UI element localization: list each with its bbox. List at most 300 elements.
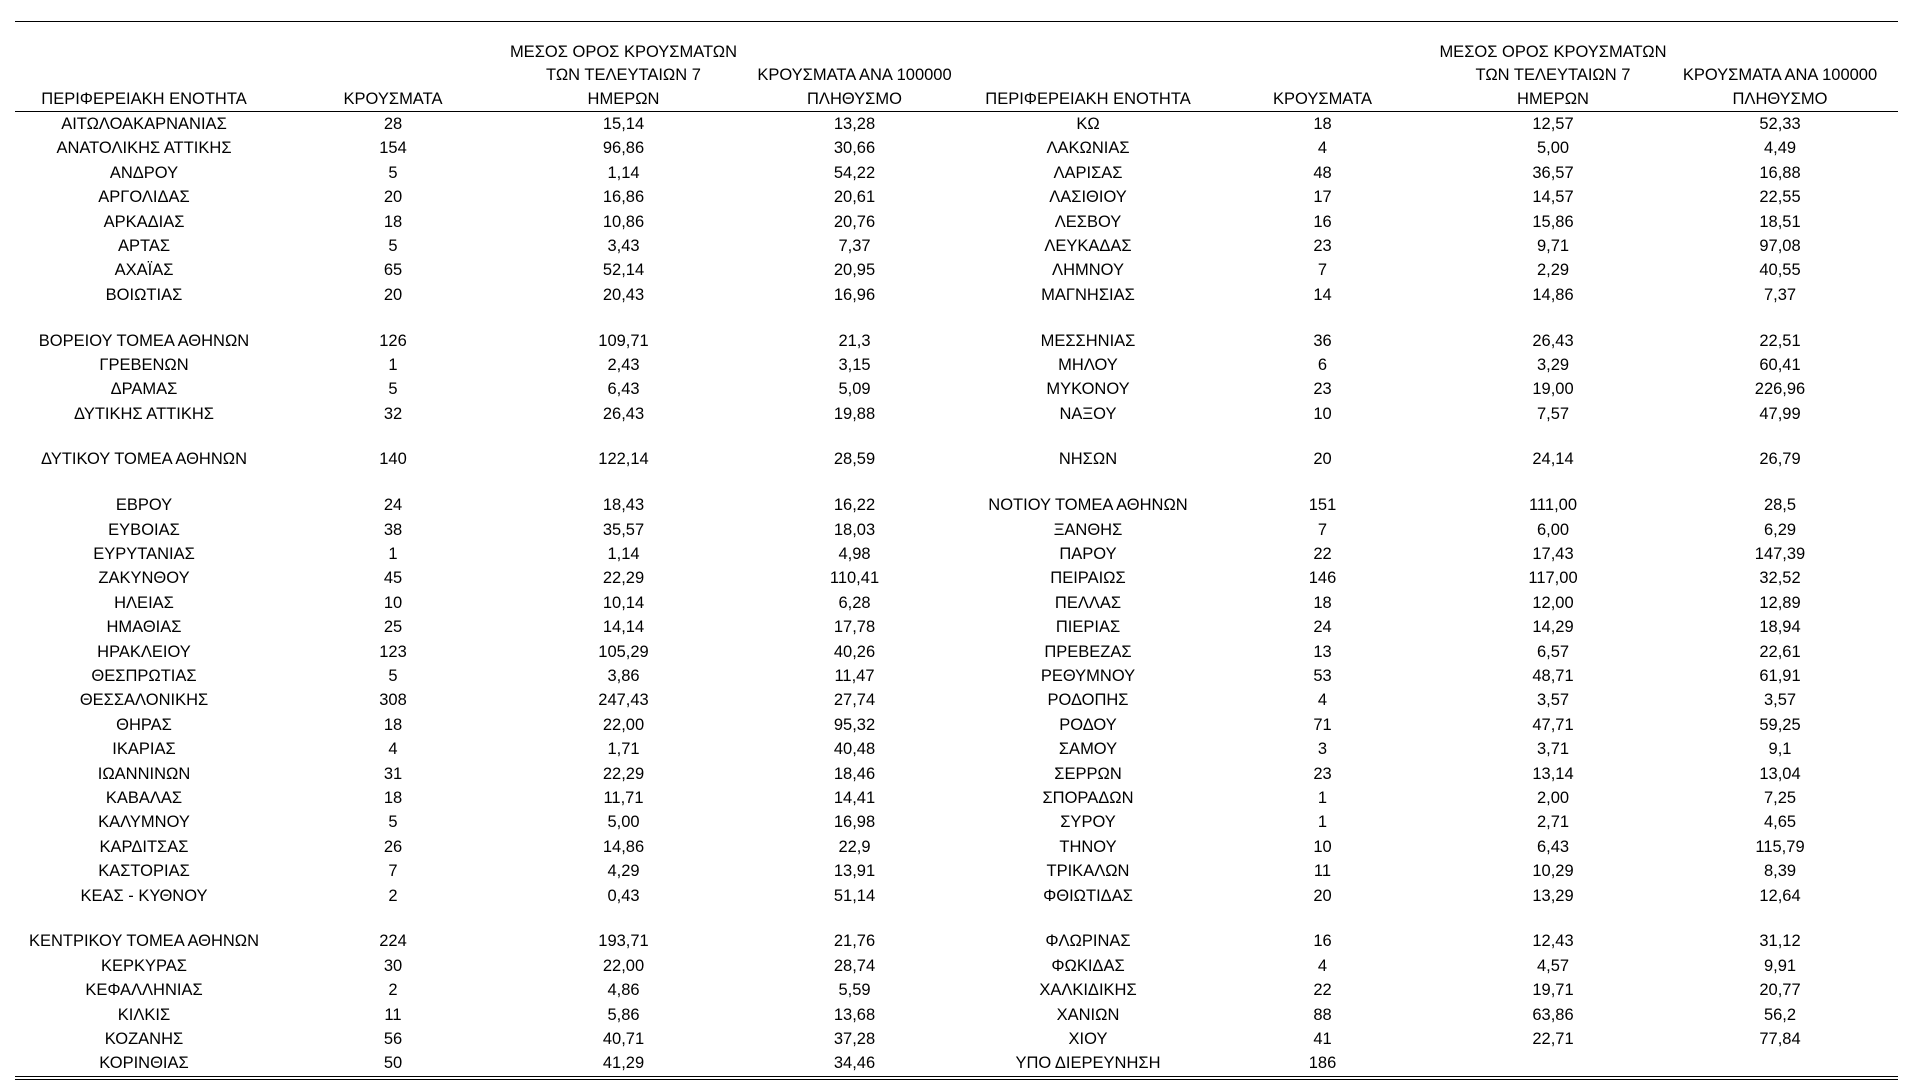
left-cases-per-100k: 28,59: [833, 450, 876, 469]
right-cases-count: 88: [1313, 1005, 1332, 1024]
left-avg-7-day-cases: 16,86: [602, 188, 645, 207]
right-avg-7-day-cases: 14,86: [1532, 285, 1574, 304]
left-cases-count: 50: [273, 1051, 513, 1077]
left-region-name: ΒΟΙΩΤΙΑΣ: [105, 285, 183, 304]
right-cases-per-100k: [1662, 1051, 1898, 1077]
right-cases-count: 48: [1313, 163, 1332, 182]
left-region-name: ΗΛΕΙΑΣ: [114, 593, 174, 612]
left-region-name: ΗΜΑΘΙΑΣ: [106, 618, 182, 637]
right-cases-per-100k: 7,25: [1763, 789, 1797, 807]
right-cases-per-100k: 4,65: [1763, 813, 1797, 832]
right-avg-7-day-cases: 24,14: [1532, 450, 1574, 469]
left-cases-count: 5: [388, 163, 398, 182]
table-row: [15, 161, 1898, 185]
left-cases-per-100k: 13,68: [833, 1005, 876, 1024]
right-cases-per-100k: 22,55: [1759, 188, 1801, 207]
right-cases-per-100k: 60,41: [1759, 355, 1801, 374]
right-cases-per-100k: 28,5: [1763, 496, 1797, 515]
right-region-name: ΤΗΝΟΥ: [1059, 837, 1117, 856]
right-cases-per-100k: 40,55: [1759, 261, 1801, 280]
table-row: [15, 591, 1898, 615]
right-cases-count: 10: [1313, 837, 1332, 856]
right-cases-count: 16: [1313, 932, 1332, 951]
right-cases-count: 22: [1313, 544, 1332, 563]
table-header: [15, 22, 1898, 112]
table-row: [15, 112, 1898, 137]
table-row: [15, 664, 1898, 688]
left-cases-count: 45: [383, 569, 403, 588]
right-cases-per-100k: 147,39: [1754, 544, 1806, 563]
table-row: [15, 566, 1898, 590]
right-cases-count: 24: [1313, 618, 1332, 637]
right-cases-per-100k: 22,61: [1759, 642, 1801, 661]
right-cases-count: 41: [1313, 1029, 1332, 1048]
left-cases-per-100k: 13,28: [833, 115, 876, 133]
left-cases-per-100k: 30,66: [833, 139, 876, 158]
right-cases-count: 23: [1313, 764, 1332, 783]
left-cases-count: 24: [383, 496, 403, 515]
header-per100k-left: [734, 22, 975, 112]
left-cases-per-100k: 20,76: [833, 212, 876, 231]
left-region-name: ΑΧΑΪΑΣ: [114, 261, 174, 280]
right-cases-per-100k: 18,94: [1759, 618, 1801, 637]
header-label-line: ΚΡΟΥΣΜΑΤΑ ΑΝΑ 100000: [1682, 66, 1878, 84]
left-avg-7-day-cases: 41,29: [513, 1051, 734, 1077]
right-region-name: ΠΕΙΡΑΙΩΣ: [1050, 569, 1126, 588]
right-avg-7-day-cases: 10,29: [1532, 862, 1574, 881]
table-body: [15, 112, 1898, 1078]
right-region-name: ΣΕΡΡΩΝ: [1054, 764, 1122, 783]
right-region-name: ΣΥΡΟΥ: [1060, 813, 1116, 832]
header-label-line: ΗΜΕΡΩΝ: [587, 89, 660, 108]
right-cases-per-100k: 56,2: [1763, 1005, 1797, 1024]
right-cases-count: 1: [1317, 813, 1328, 832]
right-cases-per-100k: 9,91: [1763, 956, 1797, 975]
right-avg-7-day-cases: 47,71: [1532, 715, 1574, 734]
left-cases-per-100k: 16,22: [833, 496, 876, 515]
right-cases-count: 10: [1313, 404, 1332, 423]
right-region-name: ΤΡΙΚΑΛΩΝ: [1046, 862, 1130, 881]
table-row: [15, 283, 1898, 307]
left-cases-count: 28: [383, 115, 403, 133]
table-row: [15, 688, 1898, 712]
left-cases-count: 31: [383, 764, 403, 783]
table-row: [15, 234, 1898, 258]
right-avg-7-day-cases: [1444, 1051, 1662, 1077]
right-avg-7-day-cases: 6,00: [1536, 520, 1570, 539]
left-cases-count: 26: [383, 837, 403, 856]
left-cases-count: 224: [379, 932, 407, 951]
left-avg-7-day-cases: 4,86: [607, 981, 640, 1000]
right-region-name: ΦΩΚΙΔΑΣ: [1051, 956, 1125, 975]
right-avg-7-day-cases: 111,00: [1528, 496, 1578, 515]
left-region-name: ΒΟΡΕΙΟΥ ΤΟΜΕΑ ΑΘΗΝΩΝ: [38, 331, 250, 350]
right-avg-7-day-cases: 63,86: [1532, 1005, 1574, 1024]
header-row: [15, 22, 1898, 112]
right-region-name: ΛΕΥΚΑΔΑΣ: [1044, 237, 1132, 256]
table-row: [15, 542, 1898, 566]
right-region-name: ΝΗΣΩΝ: [1058, 450, 1118, 469]
left-cases-per-100k: 110,41: [829, 569, 880, 588]
right-avg-7-day-cases: 22,71: [1532, 1029, 1574, 1048]
right-avg-7-day-cases: 14,57: [1532, 188, 1574, 207]
left-avg-7-day-cases: 122,14: [598, 450, 649, 469]
left-region-name: ΚΟΖΑΝΗΣ: [104, 1029, 184, 1048]
left-cases-count: 18: [383, 212, 403, 231]
right-avg-7-day-cases: 3,57: [1536, 691, 1570, 710]
left-cases-count: 32: [383, 404, 403, 423]
left-avg-7-day-cases: 22,00: [602, 715, 645, 734]
right-cases-per-100k: 12,64: [1759, 886, 1801, 905]
left-cases-count: 5: [388, 666, 398, 685]
header-label-line: ΠΛΗΘΥΣΜΟ: [807, 89, 902, 108]
table-row: [15, 884, 1898, 908]
right-region-name: ΥΠΟ ΔΙΕΡΕΥΝΗΣΗ: [975, 1051, 1201, 1077]
header-label-line: ΠΕΡΙΦΕΡΕΙΑΚΗ ΕΝΟΤΗΤΑ: [41, 89, 247, 108]
table-row: [15, 762, 1898, 786]
right-region-name: ΞΑΝΘΗΣ: [1053, 520, 1123, 539]
right-cases-count: 14: [1313, 285, 1332, 304]
right-region-name: ΧΑΛΚΙΔΙΚΗΣ: [1039, 981, 1137, 1000]
left-region-name: ΘΗΡΑΣ: [116, 715, 172, 734]
left-cases-count: 56: [383, 1029, 403, 1048]
left-avg-7-day-cases: 5,00: [607, 813, 640, 832]
table-row: [15, 737, 1898, 761]
right-region-name: ΦΘΙΩΤΙΔΑΣ: [1043, 886, 1133, 905]
left-cases-per-100k: 21,76: [833, 932, 876, 951]
left-region-name: ΖΑΚΥΝΘΟΥ: [98, 569, 190, 588]
left-region-name: ΙΚΑΡΙΑΣ: [112, 740, 176, 759]
left-cases-count: 20: [383, 188, 403, 207]
header-label-line: ΚΡΟΥΣΜΑΤΑ: [1273, 89, 1372, 108]
right-avg-7-day-cases: 6,43: [1536, 837, 1570, 856]
left-cases-per-100k: 7,37: [838, 237, 871, 256]
table-row: [15, 954, 1898, 978]
left-cases-per-100k: 4,98: [838, 544, 871, 563]
right-cases-count: 20: [1313, 450, 1332, 469]
header-label-line: ΤΩΝ ΤΕΛΕΥΤΑΙΩΝ 7: [1475, 66, 1631, 84]
right-avg-7-day-cases: 12,57: [1532, 115, 1574, 133]
left-cases-per-100k: 20,61: [833, 188, 876, 207]
left-avg-7-day-cases: 96,86: [602, 139, 645, 158]
table-row: [15, 859, 1898, 883]
right-avg-7-day-cases: 12,00: [1532, 593, 1574, 612]
table-row: [15, 978, 1898, 1002]
right-cases-per-100k: 226,96: [1754, 380, 1806, 399]
left-region-name: ΘΕΣΠΡΩΤΙΑΣ: [91, 666, 197, 685]
right-avg-7-day-cases: 19,00: [1532, 380, 1574, 399]
right-cases-per-100k: 77,84: [1759, 1029, 1801, 1048]
left-cases-per-100k: 6,28: [838, 593, 871, 612]
right-cases-per-100k: 47,99: [1759, 404, 1801, 423]
right-cases-per-100k: 7,37: [1763, 285, 1797, 304]
left-region-name: ΔΥΤΙΚΟΥ ΤΟΜΕΑ ΑΘΗΝΩΝ: [41, 450, 247, 469]
left-cases-per-100k: 51,14: [833, 886, 876, 905]
right-avg-7-day-cases: 2,71: [1536, 813, 1570, 832]
left-cases-per-100k: 19,88: [833, 404, 876, 423]
right-avg-7-day-cases: 7,57: [1536, 404, 1570, 423]
right-avg-7-day-cases: 12,43: [1532, 932, 1574, 951]
right-cases-count: 36: [1313, 331, 1332, 350]
table-row: [15, 472, 1898, 518]
left-cases-count: 154: [379, 139, 407, 158]
table-row: [15, 786, 1898, 810]
left-avg-7-day-cases: 1,14: [607, 544, 640, 563]
left-cases-per-100k: 3,15: [838, 355, 871, 374]
right-cases-count: 22: [1313, 981, 1332, 1000]
header-per100k-right: [1662, 22, 1898, 112]
right-avg-7-day-cases: 13,29: [1532, 886, 1574, 905]
left-cases-count: 5: [388, 380, 398, 399]
table-row: [15, 640, 1898, 664]
right-region-name: ΜΗΛΟΥ: [1058, 355, 1118, 374]
left-cases-count: 18: [383, 715, 403, 734]
right-cases-per-100k: 18,51: [1759, 212, 1801, 231]
left-avg-7-day-cases: 193,71: [598, 932, 649, 951]
right-region-name: ΠΡΕΒΕΖΑΣ: [1044, 642, 1132, 661]
table-row: [15, 185, 1898, 209]
right-avg-7-day-cases: 9,71: [1536, 237, 1570, 256]
right-cases-count: 13: [1313, 642, 1332, 661]
left-cases-count: 65: [383, 261, 403, 280]
left-cases-count: 5: [388, 237, 398, 256]
left-cases-per-100k: 14,41: [833, 789, 876, 807]
right-cases-count: 4: [1317, 139, 1328, 158]
right-cases-count: 16: [1313, 212, 1332, 231]
left-avg-7-day-cases: 105,29: [598, 642, 649, 661]
table-row: [15, 426, 1898, 472]
header-label-line: ΜΕΣΟΣ ΟΡΟΣ ΚΡΟΥΣΜΑΤΩΝ: [1439, 42, 1667, 61]
right-avg-7-day-cases: 19,71: [1532, 981, 1574, 1000]
left-region-name: ΔΡΑΜΑΣ: [110, 380, 178, 399]
left-region-name: ΑΡΤΑΣ: [117, 237, 171, 256]
right-region-name: ΜΕΣΣΗΝΙΑΣ: [1040, 331, 1136, 350]
right-region-name: ΛΗΜΝΟΥ: [1052, 261, 1124, 280]
right-avg-7-day-cases: 14,29: [1532, 618, 1574, 637]
right-cases-per-100k: 31,12: [1759, 932, 1801, 951]
right-region-name: ΡΟΔΟΠΗΣ: [1047, 691, 1129, 710]
header-label-line: ΚΡΟΥΣΜΑΤΑ: [343, 89, 443, 108]
left-cases-per-100k: 16,98: [833, 813, 876, 832]
right-region-name: ΠΑΡΟΥ: [1059, 544, 1117, 563]
left-avg-7-day-cases: 6,43: [607, 380, 640, 399]
left-region-name: ΚΑΡΔΙΤΣΑΣ: [99, 837, 189, 856]
right-cases-per-100k: 22,51: [1759, 331, 1801, 350]
right-region-name: ΠΙΕΡΙΑΣ: [1055, 618, 1121, 637]
left-cases-count: 2: [388, 886, 398, 905]
table-row: [15, 908, 1898, 954]
left-cases-per-100k: 40,48: [833, 740, 876, 759]
left-region-name: ΑΝΔΡΟΥ: [109, 163, 179, 182]
left-cases-count: 20: [383, 285, 403, 304]
left-cases-per-100k: 95,32: [833, 715, 876, 734]
right-cases-per-100k: 59,25: [1759, 715, 1801, 734]
table-row: [15, 307, 1898, 353]
left-cases-count: 140: [379, 450, 407, 469]
table-row: [15, 1027, 1898, 1051]
left-avg-7-day-cases: 4,29: [607, 862, 640, 881]
right-region-name: ΛΑΣΙΘΙΟΥ: [1049, 188, 1127, 207]
right-avg-7-day-cases: 4,57: [1536, 956, 1570, 975]
left-avg-7-day-cases: 35,57: [602, 520, 645, 539]
table-row: [15, 1003, 1898, 1027]
right-cases-per-100k: 13,04: [1759, 764, 1801, 783]
right-region-name: ΝΟΤΙΟΥ ΤΟΜΕΑ ΑΘΗΝΩΝ: [988, 496, 1188, 515]
right-cases-count: 11: [1313, 862, 1332, 881]
right-cases-count: 1: [1317, 789, 1328, 807]
left-region-name: ΑΡΓΟΛΙΔΑΣ: [98, 188, 190, 207]
left-cases-count: 7: [388, 862, 398, 881]
left-avg-7-day-cases: 40,71: [602, 1029, 645, 1048]
right-avg-7-day-cases: 5,00: [1536, 139, 1570, 158]
table-row: [15, 1051, 1898, 1077]
right-region-name: ΡΟΔΟΥ: [1059, 715, 1117, 734]
right-region-name: ΡΕΘΥΜΝΟΥ: [1040, 666, 1136, 685]
left-cases-per-100k: 28,74: [833, 956, 876, 975]
right-cases-per-100k: 6,29: [1763, 520, 1797, 539]
left-region-name: ΕΥΒΟΙΑΣ: [108, 520, 180, 539]
left-avg-7-day-cases: 5,86: [607, 1005, 640, 1024]
left-region-name: ΔΥΤΙΚΗΣ ΑΤΤΙΚΗΣ: [74, 404, 214, 423]
right-cases-count: 53: [1313, 666, 1332, 685]
header-region-right: [975, 22, 1201, 112]
table-row: [15, 210, 1898, 234]
right-cases-per-100k: 26,79: [1759, 450, 1801, 469]
left-region-name: ΚΑΛΥΜΝΟΥ: [98, 813, 190, 832]
left-cases-count: 38: [383, 520, 403, 539]
right-cases-per-100k: 97,08: [1759, 237, 1801, 256]
right-cases-per-100k: 8,39: [1763, 862, 1797, 881]
left-cases-per-100k: 11,47: [834, 666, 875, 685]
right-region-name: ΛΑΚΩΝΙΑΣ: [1046, 139, 1130, 158]
left-region-name: ΚΑΒΑΛΑΣ: [105, 789, 183, 807]
left-cases-count: 25: [383, 618, 403, 637]
right-avg-7-day-cases: 48,71: [1532, 666, 1574, 685]
right-region-name: ΦΛΩΡΙΝΑΣ: [1045, 932, 1131, 951]
left-cases-per-100k: 13,91: [833, 862, 876, 881]
left-cases-per-100k: 21,3: [838, 331, 871, 350]
table-row: [15, 518, 1898, 542]
left-cases-per-100k: 37,28: [833, 1029, 876, 1048]
left-avg-7-day-cases: 3,43: [607, 237, 640, 256]
header-label-line: ΚΡΟΥΣΜΑΤΑ ΑΝΑ 100000: [757, 66, 952, 84]
right-cases-count: 18: [1313, 593, 1332, 612]
right-avg-7-day-cases: 3,71: [1536, 740, 1570, 759]
header-avg7-right: [1439, 22, 1667, 112]
right-region-name: ΜΑΓΝΗΣΙΑΣ: [1041, 285, 1135, 304]
left-avg-7-day-cases: 52,14: [602, 261, 645, 280]
right-cases-per-100k: 12,89: [1759, 593, 1801, 612]
cases-by-region-sheet: [15, 21, 1898, 1080]
right-cases-count: 3: [1317, 740, 1328, 759]
header-label-line: ΗΜΕΡΩΝ: [1517, 89, 1589, 108]
left-cases-per-100k: 16,96: [833, 285, 876, 304]
left-cases-per-100k: 5,09: [838, 380, 871, 399]
left-cases-per-100k: 34,46: [734, 1051, 975, 1077]
left-avg-7-day-cases: 14,14: [602, 618, 645, 637]
left-avg-7-day-cases: 0,43: [607, 886, 640, 905]
left-cases-count: 11: [384, 1005, 402, 1024]
right-avg-7-day-cases: 3,29: [1536, 355, 1570, 374]
table-row: [15, 353, 1898, 377]
left-region-name: ΑΝΑΤΟΛΙΚΗΣ ΑΤΤΙΚΗΣ: [56, 139, 232, 158]
right-avg-7-day-cases: 6,57: [1536, 642, 1570, 661]
left-cases-count: 1: [388, 544, 398, 563]
left-region-name: ΕΒΡΟΥ: [115, 496, 173, 515]
table-row: [15, 136, 1898, 160]
header-label-line: ΜΕΣΟΣ ΟΡΟΣ ΚΡΟΥΣΜΑΤΩΝ: [509, 42, 738, 61]
left-avg-7-day-cases: 15,14: [602, 115, 645, 133]
header-label-line: ΠΕΡΙΦΕΡΕΙΑΚΗ ΕΝΟΤΗΤΑ: [985, 89, 1191, 108]
left-region-name: ΕΥΡΥΤΑΝΙΑΣ: [93, 544, 195, 563]
left-region-name: ΙΩΑΝΝΙΝΩΝ: [97, 764, 191, 783]
left-avg-7-day-cases: 10,86: [602, 212, 645, 231]
left-avg-7-day-cases: 1,14: [607, 163, 640, 182]
table-row: [15, 402, 1898, 426]
right-cases-count: 23: [1313, 380, 1332, 399]
right-avg-7-day-cases: 36,57: [1532, 163, 1574, 182]
right-cases-per-100k: 9,1: [1768, 740, 1792, 759]
right-cases-per-100k: 52,33: [1759, 115, 1801, 133]
left-cases-per-100k: 5,59: [838, 981, 871, 1000]
right-avg-7-day-cases: 26,43: [1532, 331, 1574, 350]
right-region-name: ΧΑΝΙΩΝ: [1056, 1005, 1120, 1024]
left-avg-7-day-cases: 26,43: [602, 404, 645, 423]
left-cases-count: 308: [379, 691, 407, 710]
right-avg-7-day-cases: 13,14: [1532, 764, 1574, 783]
right-cases-count: 20: [1313, 886, 1332, 905]
right-region-name: ΝΑΞΟΥ: [1059, 404, 1117, 423]
left-cases-count: 123: [379, 642, 407, 661]
right-cases-count: 151: [1308, 496, 1337, 515]
left-avg-7-day-cases: 2,43: [607, 355, 640, 374]
right-cases-count: 6: [1317, 355, 1328, 374]
right-region-name: ΠΕΛΛΑΣ: [1054, 593, 1122, 612]
left-cases-count: 10: [383, 593, 403, 612]
right-region-name: ΣΠΟΡΑΔΩΝ: [1042, 789, 1134, 807]
left-region-name: ΑΙΤΩΛΟΑΚΑΡΝΑΝΙΑΣ: [61, 115, 227, 133]
left-cases-count: 4: [388, 740, 398, 759]
right-avg-7-day-cases: 2,29: [1536, 261, 1570, 280]
right-region-name: ΜΥΚΟΝΟΥ: [1046, 380, 1130, 399]
right-cases-count: 4: [1317, 956, 1328, 975]
table-row: [15, 713, 1898, 737]
left-cases-per-100k: 22,9: [838, 837, 871, 856]
left-region-name: ΚΟΡΙΝΘΙΑΣ: [15, 1051, 273, 1077]
table-row: [15, 810, 1898, 834]
right-cases-count: 4: [1317, 691, 1328, 710]
left-region-name: ΚΕΦΑΛΛΗΝΙΑΣ: [85, 981, 203, 1000]
right-cases-count: 7: [1317, 261, 1328, 280]
table-row: [15, 615, 1898, 639]
left-cases-per-100k: 27,74: [833, 691, 876, 710]
right-cases-per-100k: 3,57: [1763, 691, 1797, 710]
left-avg-7-day-cases: 18,43: [602, 496, 645, 515]
left-cases-per-100k: 20,95: [833, 261, 876, 280]
left-cases-count: 18: [383, 789, 403, 807]
right-cases-count: 71: [1313, 715, 1332, 734]
left-avg-7-day-cases: 10,14: [602, 593, 645, 612]
left-cases-per-100k: 40,26: [833, 642, 876, 661]
table-row: [15, 835, 1898, 859]
right-cases-per-100k: 16,88: [1759, 163, 1801, 182]
left-avg-7-day-cases: 22,29: [602, 569, 645, 588]
right-cases-per-100k: 115,79: [1755, 837, 1805, 856]
table-row: [15, 377, 1898, 401]
left-cases-per-100k: 18,03: [833, 520, 876, 539]
left-avg-7-day-cases: 20,43: [602, 285, 645, 304]
left-avg-7-day-cases: 22,00: [602, 956, 645, 975]
